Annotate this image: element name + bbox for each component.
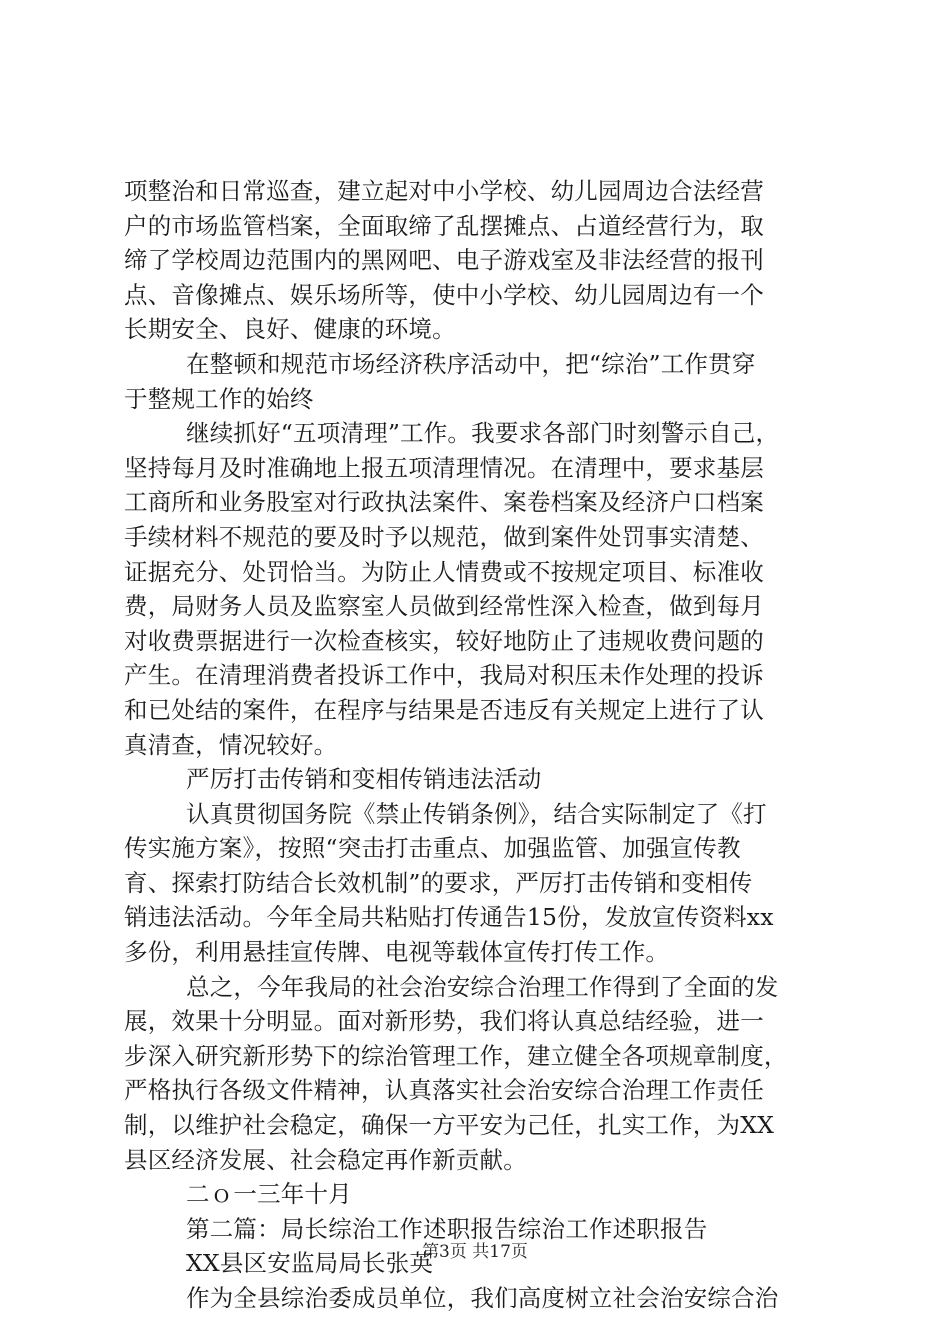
- text-line: 育、探索打防结合长效机制”的要求，严厉打击传销和变相传: [124, 868, 753, 897]
- text-line: 坚持每月及时准确地上报五项清理情况。在清理中，要求基层: [124, 453, 764, 482]
- text-line: 第二篇：局长综治工作述职报告综治工作述职报告: [186, 1214, 708, 1243]
- text-line: 缔了学校周边范围内的黑网吧、电子游戏室及非法经营的报刊: [124, 246, 764, 275]
- text-line: 点、音像摊点、娱乐场所等，使中小学校、幼儿园周边有一个: [124, 280, 764, 309]
- text-line: 项整治和日常巡查，建立起对中小学校、幼儿园周边合法经营: [124, 177, 764, 205]
- text-line: 多份，利用悬挂宣传牌、电视等载体宣传打传工作。: [124, 938, 670, 967]
- text-line: 对收费票据进行一次检查核实，较好地防止了违规收费问题的: [124, 626, 764, 655]
- text-line: 严格执行各级文件精神，认真落实社会治安综合治理工作责任: [124, 1076, 764, 1105]
- text-line: 作为全县综治委成员单位，我们高度树立社会治安综合治: [186, 1284, 779, 1312]
- text-line: 和已处结的案件，在程序与结果是否违反有关规定上进行了认: [124, 695, 764, 724]
- text-line: 展，效果十分明显。面对新形势，我们将认真总结经验，进一: [124, 1007, 764, 1036]
- text-line: 县区经济发展、社会稳定再作新贡献。: [124, 1145, 527, 1174]
- text-line: 费，局财务人员及监察室人员做到经常性深入检查，做到每月: [124, 592, 764, 621]
- text-line: 在整顿和规范市场经济秩序活动中，把“综治”工作贯穿: [186, 349, 756, 378]
- text-line: 步深入研究新形势下的综治管理工作，建立健全各项规章制度，: [124, 1041, 788, 1070]
- text-line: 手续材料不规范的要及时予以规范，做到案件处罚事实清楚、: [124, 522, 764, 551]
- document-body: [124, 174, 836, 1316]
- text-line: 户的市场监管档案，全面取缔了乱摆摊点、占道经营行为，取: [124, 211, 764, 240]
- text-line: 继续抓好“五项清理”工作。我要求各部门时刻警示自己，: [186, 419, 780, 448]
- text-line: 制，以维护社会稳定，确保一方平安为己任，扎实工作，为XX: [124, 1111, 775, 1140]
- text-line: 真清查，情况较好。: [124, 730, 338, 759]
- text-line: 二ｏ一三年十月: [186, 1180, 352, 1209]
- text-line: 证据充分、处罚恰当。为防止人情费或不按规定项目、标准收: [124, 557, 764, 586]
- text-line: 工商所和业务股室对行政执法案件、案卷档案及经济户口档案: [124, 488, 764, 517]
- text-line: 于整规工作的始终: [124, 384, 314, 413]
- text-line: XX县区安监局局长张英: [186, 1249, 434, 1278]
- text-line: 传实施方案》，按照“突击打击重点、加强监管、加强宣传教: [124, 834, 741, 863]
- text-line: 认真贯彻国务院《禁止传销条例》，结合实际制定了《打: [186, 799, 767, 828]
- page-footer: 第3页 共17页: [422, 1242, 528, 1262]
- text-line: 长期安全、良好、健康的环境。: [124, 315, 456, 344]
- text-line: 销违法活动。今年全局共粘贴打传通告15份，发放宣传资料xx: [124, 903, 774, 932]
- text-line: 产生。在清理消费者投诉工作中，我局对积压未作处理的投诉: [124, 661, 764, 690]
- text-line: 严厉打击传销和变相传销违法活动: [186, 765, 542, 794]
- text-line: 总之，今年我局的社会治安综合治理工作得到了全面的发: [186, 972, 779, 1001]
